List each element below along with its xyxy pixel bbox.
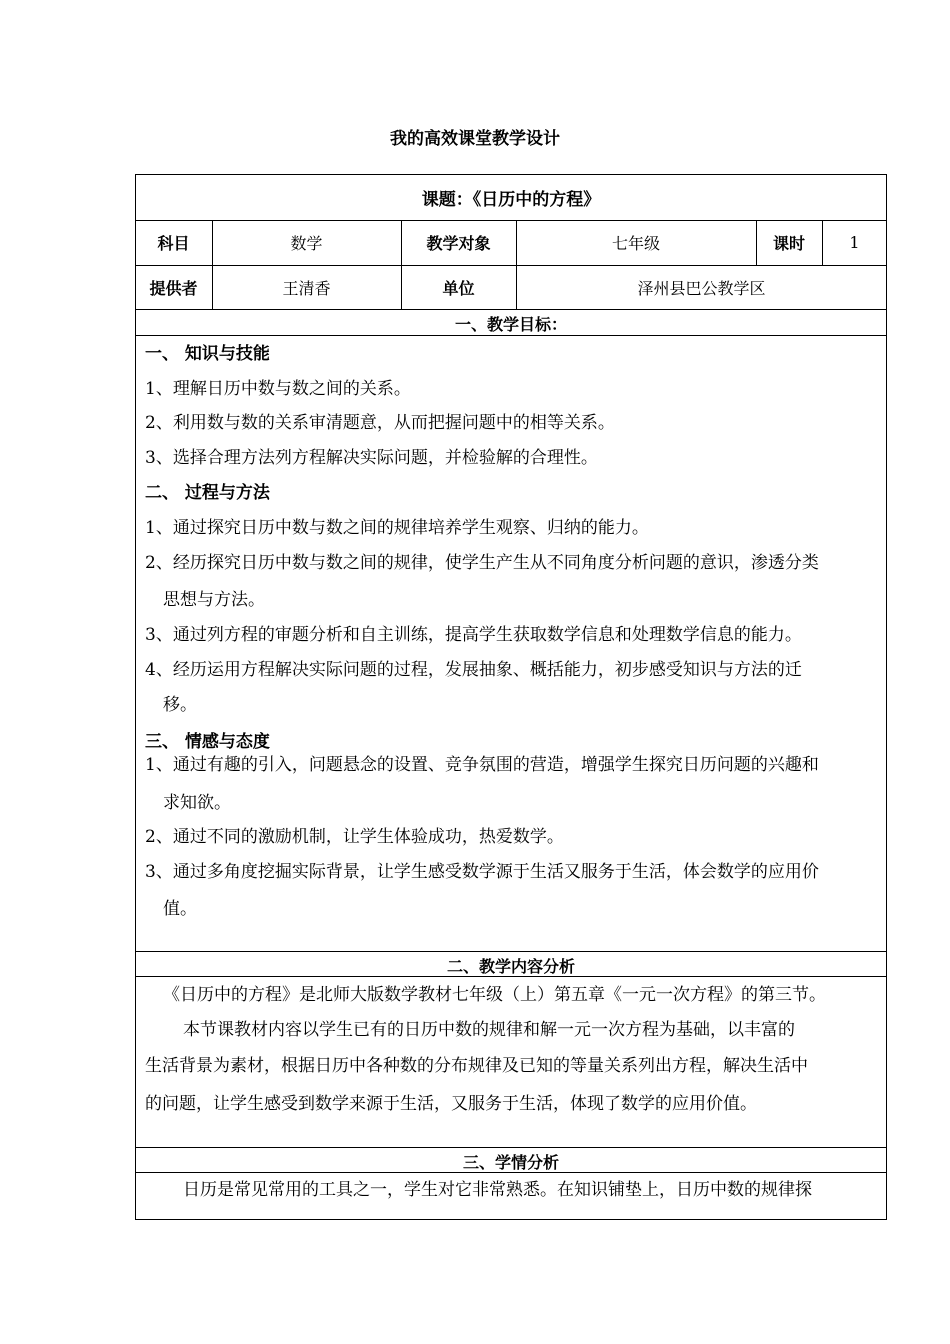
table-rule [135, 1147, 887, 1148]
table-rule [135, 951, 887, 952]
goal-line: 值。 [163, 899, 197, 919]
provider-label: 提供者 [149, 278, 198, 298]
subject-value: 数学 [290, 234, 323, 253]
goal-line: 2、经历探究日历中数与数之间的规律，使学生产生从不同角度分析问题的意识，渗透分类 [145, 553, 819, 573]
content-heading: 二、教学内容分析 [446, 957, 575, 976]
table-rule [135, 1219, 887, 1220]
content-line: 生活背景为素材，根据日历中各种数的分布规律及已知的等量关系列出方程，解决生活中 [145, 1056, 808, 1076]
target-value: 七年级 [611, 234, 660, 253]
document-title: 我的高效课堂教学设计 [390, 129, 560, 149]
hours-value: 1 [849, 233, 860, 252]
goal-line: 3、通过列方程的审题分析和自主训练，提高学生获取数学信息和处理数学信息的能力。 [145, 625, 802, 645]
students-heading: 三、学情分析 [462, 1153, 559, 1172]
content-line: 《日历中的方程》是北师大版数学教材七年级（上）第五章《一元一次方程》的第三节。 [163, 985, 826, 1005]
goal-line: 1、理解日历中数与数之间的关系。 [145, 379, 411, 399]
hours-label: 课时 [772, 234, 805, 253]
knowledge-heading: 一、 知识与技能 [145, 344, 270, 364]
goal-line: 思想与方法。 [163, 590, 265, 610]
goal-line: 2、通过不同的激励机制，让学生体验成功，热爱数学。 [145, 827, 564, 847]
table-rule [135, 335, 887, 336]
process-heading: 二、 过程与方法 [145, 483, 270, 503]
subject-label: 科目 [157, 234, 190, 253]
goal-line: 4、经历运用方程解决实际问题的过程，发展抽象、概括能力，初步感受知识与方法的迁 [145, 660, 802, 680]
goal-line: 3、选择合理方法列方程解决实际问题，并检验解的合理性。 [145, 448, 598, 468]
goals-heading: 一、教学目标： [454, 315, 567, 334]
lesson-title: 课题：《日历中的方程》 [421, 190, 601, 210]
goal-line: 移。 [163, 695, 197, 715]
emotion-heading: 三、 情感与态度 [145, 732, 270, 752]
content-line: 本节课教材内容以学生已有的日历中数的规律和解一元一次方程为基础，以丰富的 [183, 1020, 795, 1040]
goal-line: 求知欲。 [163, 793, 231, 813]
target-label: 教学对象 [426, 234, 491, 253]
goal-line: 1、通过探究日历中数与数之间的规律培养学生观察、归纳的能力。 [145, 518, 649, 538]
unit-label: 单位 [442, 278, 475, 298]
table-rule [135, 309, 887, 310]
goal-line: 1、通过有趣的引入，问题悬念的设置、竞争氛围的营造，增强学生探究日历问题的兴趣和 [145, 755, 819, 775]
provider-value: 王清香 [282, 278, 331, 298]
goal-line: 2、利用数与数的关系审清题意，从而把握问题中的相等关系。 [145, 413, 615, 433]
unit-value: 泽州县巴公教学区 [637, 278, 766, 298]
content-line: 的问题，让学生感受到数学来源于生活，又服务于生活，体现了数学的应用价值。 [145, 1094, 757, 1114]
students-line: 日历是常见常用的工具之一，学生对它非常熟悉。在知识铺垫上，日历中数的规律探 [183, 1180, 812, 1200]
goal-line: 3、通过多角度挖掘实际背景，让学生感受数学源于生活又服务于生活，体会数学的应用价 [145, 862, 819, 882]
